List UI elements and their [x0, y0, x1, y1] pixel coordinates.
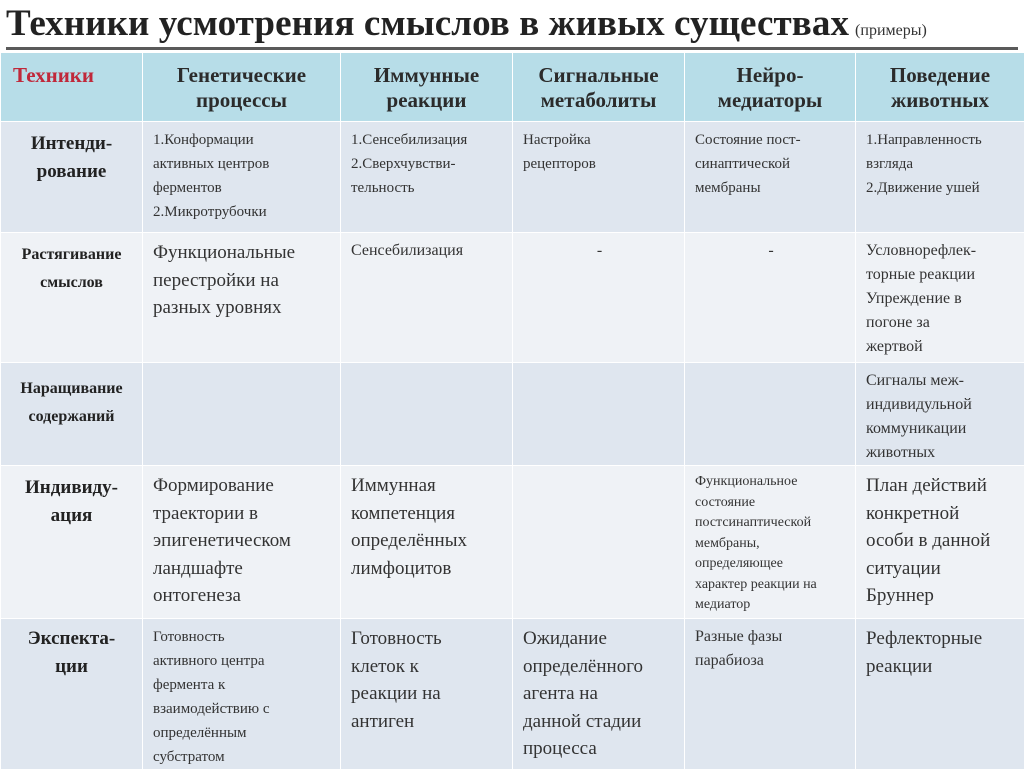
table-cell: 1.Конформации активных центров ферментов 2.Микротрубочки	[143, 122, 340, 224]
row-label-individuation: Индивиду- ация	[1, 466, 142, 529]
table-cell: -	[685, 233, 855, 263]
header-cell-behavior: Поведение животных	[856, 53, 1024, 122]
table-cell: 1.Направленность взгляда 2.Движение ушей	[856, 122, 1024, 200]
header-cell-genetic: Генетические процессы	[143, 53, 341, 122]
row-label-expectations: Экспекта- ции	[1, 619, 142, 680]
title-subtitle: (примеры)	[855, 22, 927, 39]
table-cell: Иммунная компетенция определённых лимфоцитов	[341, 466, 512, 582]
table-cell: Настройка рецепторов	[513, 122, 684, 176]
table-cell: Сигналы меж- индивидульной коммуникации животных	[856, 363, 1024, 465]
table-row	[1, 233, 1024, 363]
table-cell: Условнорефлек- торные реакции Упреждение в погоне за жертвой	[856, 233, 1024, 359]
slide-title	[6, 2, 1020, 48]
table-cell: Сенсебилизация	[341, 233, 512, 263]
table-cell: -	[513, 233, 684, 263]
table-cell: Формирование траектории в эпигенетическом ландшафте онтогенеза	[143, 466, 340, 610]
table-cell: Функциональные перестройки на разных уровнях	[143, 233, 340, 322]
table-cell: 1.Сенсебилизация 2.Сверхчувстви- тельность	[341, 122, 512, 200]
techniques-table	[0, 52, 1024, 770]
table-cell: Рефлекторные реакции	[856, 619, 1024, 680]
header-cell-signal: Сигнальные метаболиты	[513, 53, 685, 122]
table-row	[1, 619, 1024, 770]
row-label-stretching: Растягивание смыслов	[1, 233, 142, 296]
table-cell: Состояние пост- синаптической мембраны	[685, 122, 855, 200]
table-cell	[513, 363, 684, 369]
table-cell: Функциональное состояние постсинаптической мембраны, определяющее характер реакции на медиатор	[685, 466, 855, 616]
header-row	[1, 53, 1024, 122]
table-cell: План действий конкретной особи в данной ситуации Бруннер	[856, 466, 1024, 610]
title-divider	[6, 47, 1018, 50]
header-cell-neuro: Нейро-медиаторы	[685, 53, 856, 122]
table-cell: Готовность активного центра фермента к взаимодействию с определённым субстратом	[143, 619, 340, 769]
row-label-intending: Интенди- рование	[1, 122, 142, 185]
table-row	[1, 363, 1024, 466]
header-cell-immune: Иммунные реакции	[341, 53, 513, 122]
table-cell: Разные фазы парабиоза	[685, 619, 855, 673]
table-cell: Ожидание определённого агента на данной стадии процесса	[513, 619, 684, 763]
table-cell	[513, 466, 684, 472]
table-cell	[143, 363, 340, 369]
header-cell-techniques: Техники	[1, 53, 143, 122]
table-cell: Готовность клеток к реакции на антиген	[341, 619, 512, 735]
title-main: Техники усмотрения смыслов в живых существах	[6, 3, 849, 44]
table-row	[1, 466, 1024, 619]
table-cell	[341, 363, 512, 369]
table-cell	[685, 363, 855, 369]
table-row	[1, 122, 1024, 233]
row-label-building: Наращивание содержаний	[1, 363, 142, 430]
